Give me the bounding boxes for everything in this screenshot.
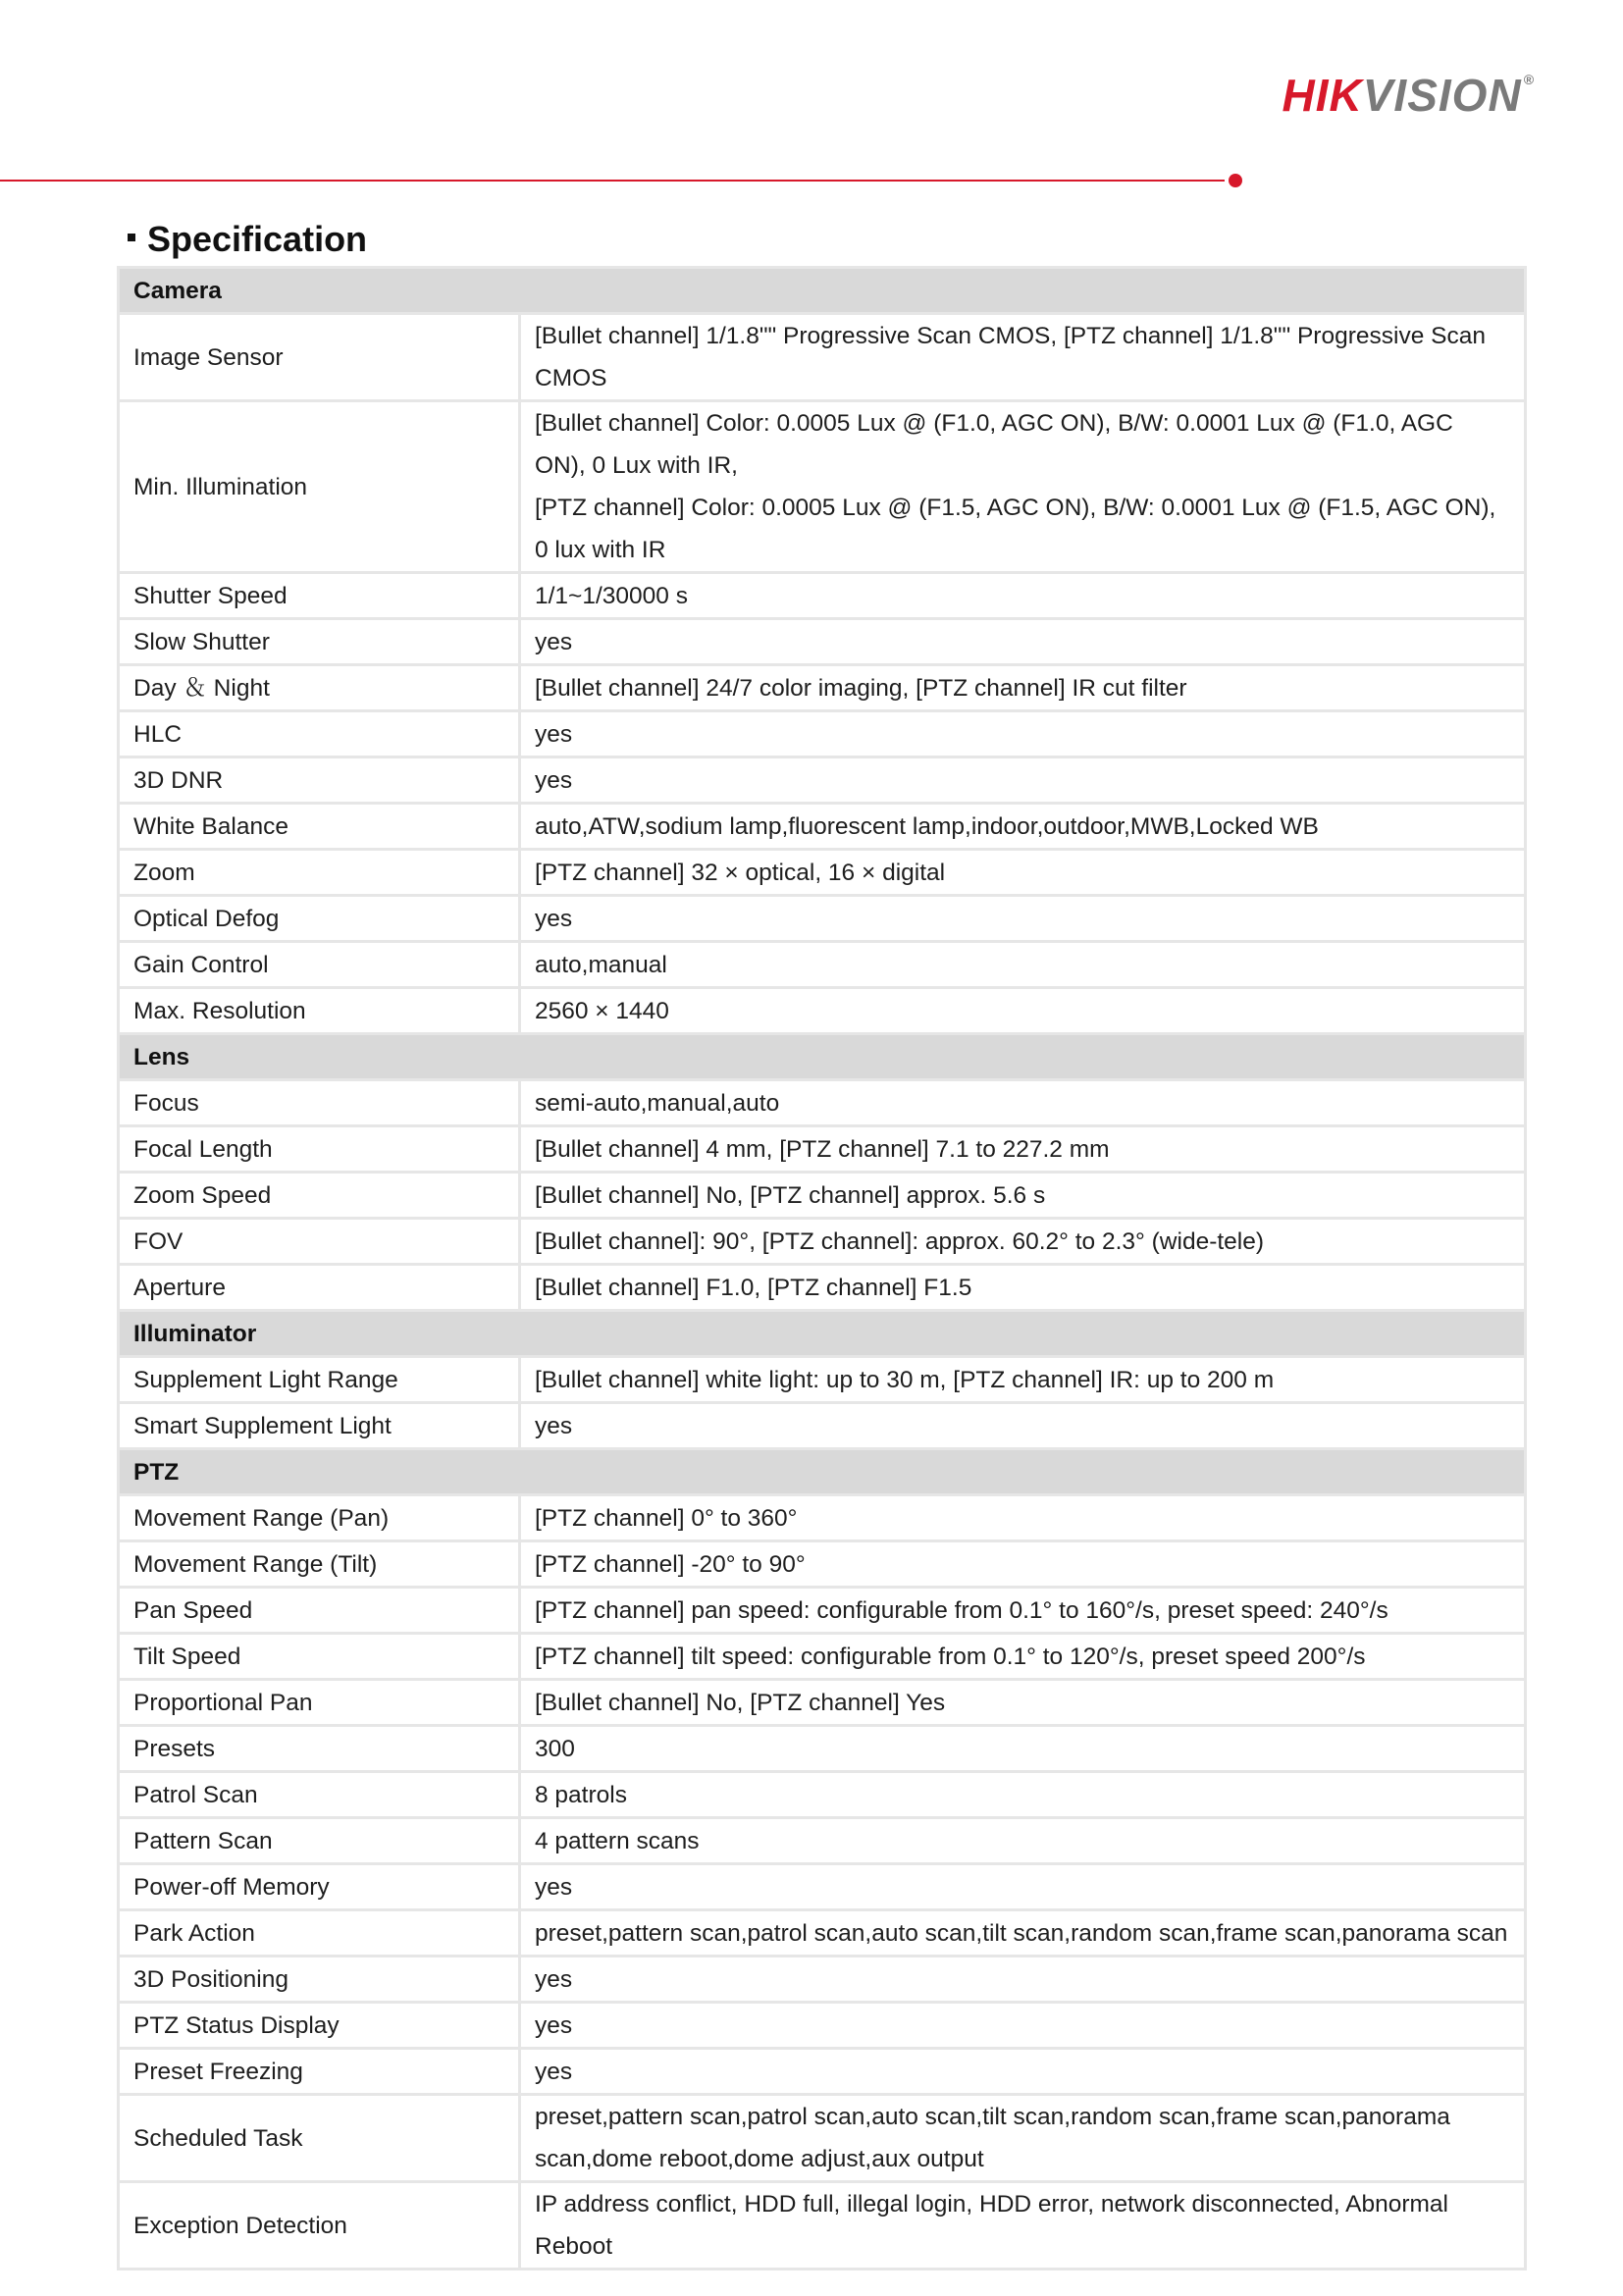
spec-label-cell: Supplement Light Range xyxy=(119,1357,520,1403)
spec-value-cell: yes xyxy=(520,1957,1526,2003)
spec-value-cell: yes xyxy=(520,1864,1526,1910)
spec-label-cell: Movement Range (Pan) xyxy=(119,1495,520,1541)
logo-registered-mark: ® xyxy=(1523,72,1535,87)
spec-value-cell: 300 xyxy=(520,1726,1526,1772)
spec-value-cell: yes xyxy=(520,1403,1526,1449)
table-row xyxy=(119,1864,1526,1910)
spec-value-cell: [Bullet channel] 4 mm, [PTZ channel] 7.1 to 227.2 mm xyxy=(520,1126,1526,1173)
spec-label-cell: Min. Illumination xyxy=(119,401,520,573)
spec-value-cell: IP address conflict, HDD full, illegal login, HDD error, network disconnected, Abnormal Reboot xyxy=(520,2182,1526,2270)
spec-label-cell: Slow Shutter xyxy=(119,619,520,665)
table-row xyxy=(119,2003,1526,2049)
spec-label-cell: Aperture xyxy=(119,1265,520,1311)
table-row xyxy=(119,1126,1526,1173)
spec-value-cell: [Bullet channel] F1.0, [PTZ channel] F1.5 xyxy=(520,1265,1526,1311)
spec-value-cell: [Bullet channel] 1/1.8"" Progressive Scan CMOS, [PTZ channel] 1/1.8"" Progressive Scan CMOS xyxy=(520,314,1526,401)
header-red-dot xyxy=(1229,174,1242,187)
spec-label-cell: PTZ Status Display xyxy=(119,2003,520,2049)
table-row xyxy=(119,1357,1526,1403)
table-row xyxy=(119,1495,1526,1541)
header-red-rule xyxy=(0,180,1225,182)
spec-value-cell: 1/1~1/30000 s xyxy=(520,573,1526,619)
table-row xyxy=(119,757,1526,804)
table-row xyxy=(119,314,1526,401)
table-row xyxy=(119,1818,1526,1864)
table-row xyxy=(119,1772,1526,1818)
spec-value-cell: 2560 × 1440 xyxy=(520,988,1526,1034)
spec-label-cell: Park Action xyxy=(119,1910,520,1957)
spec-value-cell: auto,ATW,sodium lamp,fluorescent lamp,indoor,outdoor,MWB,Locked WB xyxy=(520,804,1526,850)
spec-label-cell: Optical Defog xyxy=(119,896,520,942)
spec-value-cell: preset,pattern scan,patrol scan,auto scan,tilt scan,random scan,frame scan,panorama scan,dome reboot,dome adjust,aux output xyxy=(520,2095,1526,2182)
group-header-row xyxy=(119,268,1526,314)
spec-value-cell: yes xyxy=(520,2049,1526,2095)
table-row xyxy=(119,573,1526,619)
spec-label-cell: Patrol Scan xyxy=(119,1772,520,1818)
table-row xyxy=(119,1588,1526,1634)
spec-label-cell: Pan Speed xyxy=(119,1588,520,1634)
table-row xyxy=(119,1403,1526,1449)
spec-value-cell: yes xyxy=(520,711,1526,757)
table-row xyxy=(119,1080,1526,1126)
spec-value-cell: semi-auto,manual,auto xyxy=(520,1080,1526,1126)
spec-label-cell: Gain Control xyxy=(119,942,520,988)
spec-label-cell: Exception Detection xyxy=(119,2182,520,2270)
group-header-row xyxy=(119,1449,1526,1495)
spec-value-cell: auto,manual xyxy=(520,942,1526,988)
hikvision-logo xyxy=(1282,70,1536,121)
spec-value-cell: 8 patrols xyxy=(520,1772,1526,1818)
table-row xyxy=(119,1910,1526,1957)
table-row xyxy=(119,942,1526,988)
table-row xyxy=(119,711,1526,757)
section-title-text: Specification xyxy=(147,219,368,259)
table-row xyxy=(119,1680,1526,1726)
table-row xyxy=(119,896,1526,942)
spec-value-cell: yes xyxy=(520,757,1526,804)
table-row xyxy=(119,401,1526,573)
spec-label-cell: Smart Supplement Light xyxy=(119,1403,520,1449)
spec-label-cell: Focal Length xyxy=(119,1126,520,1173)
specification-table xyxy=(117,266,1527,2270)
spec-label-cell: Day ＆ Night xyxy=(119,665,520,711)
spec-label-cell: Zoom Speed xyxy=(119,1173,520,1219)
table-row xyxy=(119,988,1526,1034)
specification-table-body xyxy=(119,268,1526,2270)
spec-value-cell: [Bullet channel] white light: up to 30 m, [PTZ channel] IR: up to 200 m xyxy=(520,1357,1526,1403)
table-row xyxy=(119,1957,1526,2003)
table-row xyxy=(119,850,1526,896)
group-header-cell: Lens xyxy=(119,1034,1526,1080)
spec-label-cell: Pattern Scan xyxy=(119,1818,520,1864)
table-row xyxy=(119,804,1526,850)
spec-value-cell: [Bullet channel] No, [PTZ channel] approx. 5.6 s xyxy=(520,1173,1526,1219)
spec-label-cell: FOV xyxy=(119,1219,520,1265)
table-row xyxy=(119,1219,1526,1265)
spec-value-cell: yes xyxy=(520,619,1526,665)
spec-label-cell: Power-off Memory xyxy=(119,1864,520,1910)
spec-label-cell: Max. Resolution xyxy=(119,988,520,1034)
group-header-cell: Camera xyxy=(119,268,1526,314)
spec-label-cell: Proportional Pan xyxy=(119,1680,520,1726)
spec-value-cell: [Bullet channel]: 90°, [PTZ channel]: approx. 60.2° to 2.3° (wide-tele) xyxy=(520,1219,1526,1265)
group-header-row xyxy=(119,1311,1526,1357)
logo-text-grey: VISION xyxy=(1362,70,1522,121)
spec-label-cell: Movement Range (Tilt) xyxy=(119,1541,520,1588)
spec-value-cell: [PTZ channel] tilt speed: configurable from 0.1° to 120°/s, preset speed 200°/s xyxy=(520,1634,1526,1680)
table-row xyxy=(119,665,1526,711)
table-row xyxy=(119,1265,1526,1311)
table-row xyxy=(119,2095,1526,2182)
group-header-cell: Illuminator xyxy=(119,1311,1526,1357)
spec-label-cell: Shutter Speed xyxy=(119,573,520,619)
spec-label-cell: 3D DNR xyxy=(119,757,520,804)
table-row xyxy=(119,1726,1526,1772)
section-title xyxy=(128,219,368,259)
logo-text-red: HIK xyxy=(1282,70,1363,121)
spec-value-cell: [PTZ channel] 0° to 360° xyxy=(520,1495,1526,1541)
spec-label-cell: Zoom xyxy=(119,850,520,896)
spec-value-cell: [Bullet channel] Color: 0.0005 Lux @ (F1.0, AGC ON), B/W: 0.0001 Lux @ (F1.0, AGC ON), 0 Lux with IR, [PTZ channel] Color: 0.0005 Lux @ (F1.5, AGC ON), B/W: 0.0001 Lux @ (F1.5, AGC ON), 0 lux with IR xyxy=(520,401,1526,573)
spec-label-cell: Focus xyxy=(119,1080,520,1126)
spec-label-cell: Image Sensor xyxy=(119,314,520,401)
spec-label-cell: Presets xyxy=(119,1726,520,1772)
bullet-icon xyxy=(128,234,135,241)
spec-value-cell: [Bullet channel] No, [PTZ channel] Yes xyxy=(520,1680,1526,1726)
spec-label-cell: Tilt Speed xyxy=(119,1634,520,1680)
group-header-row xyxy=(119,1034,1526,1080)
spec-label-cell: HLC xyxy=(119,711,520,757)
table-row xyxy=(119,2049,1526,2095)
spec-label-cell: Scheduled Task xyxy=(119,2095,520,2182)
spec-value-cell: preset,pattern scan,patrol scan,auto scan,tilt scan,random scan,frame scan,panorama scan xyxy=(520,1910,1526,1957)
spec-value-cell: [Bullet channel] 24/7 color imaging, [PTZ channel] IR cut filter xyxy=(520,665,1526,711)
table-row xyxy=(119,1634,1526,1680)
table-row xyxy=(119,619,1526,665)
spec-value-cell: [PTZ channel] -20° to 90° xyxy=(520,1541,1526,1588)
spec-label-cell: Preset Freezing xyxy=(119,2049,520,2095)
spec-value-cell: [PTZ channel] 32 × optical, 16 × digital xyxy=(520,850,1526,896)
spec-value-cell: yes xyxy=(520,2003,1526,2049)
spec-label-cell: 3D Positioning xyxy=(119,1957,520,2003)
spec-value-cell: 4 pattern scans xyxy=(520,1818,1526,1864)
table-row xyxy=(119,2182,1526,2270)
group-header-cell: PTZ xyxy=(119,1449,1526,1495)
table-row xyxy=(119,1541,1526,1588)
table-row xyxy=(119,1173,1526,1219)
spec-value-cell: [PTZ channel] pan speed: configurable from 0.1° to 160°/s, preset speed: 240°/s xyxy=(520,1588,1526,1634)
spec-label-cell: White Balance xyxy=(119,804,520,850)
spec-value-cell: yes xyxy=(520,896,1526,942)
